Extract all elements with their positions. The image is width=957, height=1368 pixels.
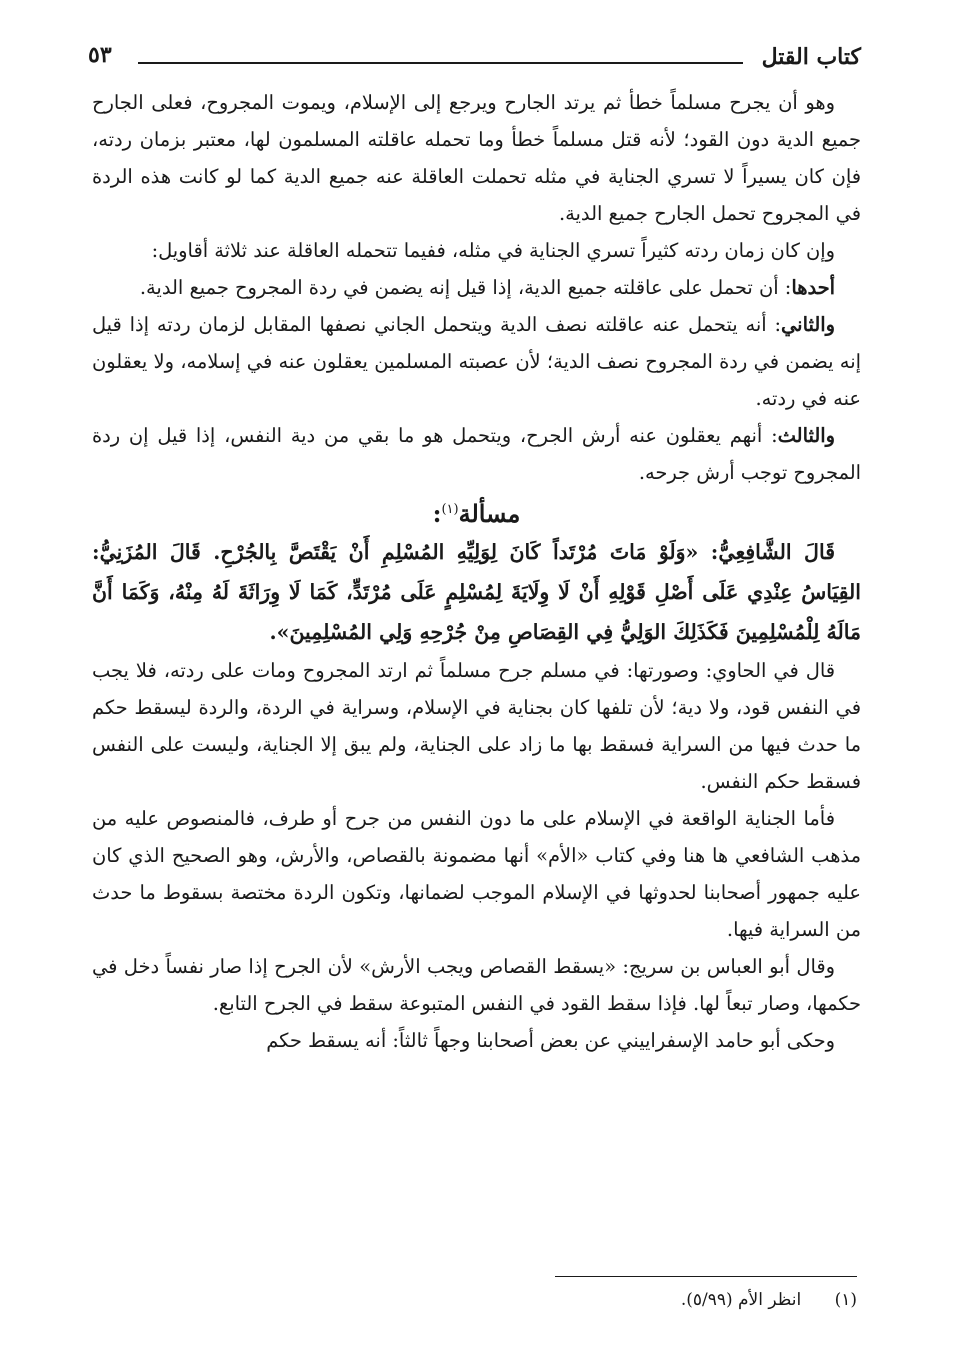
page-number: ٥٣ bbox=[88, 42, 112, 68]
page-header bbox=[88, 40, 861, 80]
footnote-text: انظر الأم (٥/٩٩). bbox=[680, 1290, 802, 1310]
chapter-title: كتاب القتل bbox=[761, 44, 861, 70]
footnote-rule bbox=[555, 1276, 857, 1277]
paragraph-lead: والثاني bbox=[781, 313, 835, 336]
footnote bbox=[681, 1290, 857, 1310]
paragraph: وهو أن يجرح مسلماً خطأ ثم يرتد الجارح ويرجع إلى الإسلام، ويموت المجروح، فعلى الجارح جميع الدية دون القود؛ لأنه قتل مسلماً خطأ وما تحمله عاقلته المسلمون لها، معتبر بزمان ردته، فإن كان يسيراً لا تسري الجناية في مثله تحملت العاقلة عنه جميع الدية كما لو كانت هذه الردة في المجروح تحمل الجارح جميع الدية. bbox=[92, 91, 861, 225]
paragraph: وإن كان زمان ردته كثيراً تسري الجناية في مثله، ففيما تتحمله العاقلة عند ثلاثة أقاويل: bbox=[151, 239, 835, 262]
footnote-ref: (١) bbox=[441, 502, 459, 517]
paragraph: قال في الحاوي: وصورتها: في مسلم جرح مسلماً ثم ارتد المجروح ومات على ردته، فلا يجب في النفس قود، ولا دية؛ لأن تلفها كان بجناية في الإسلام، وسراية في الردة، والردة ليسقط حكم ما حدث فيها من السراية فسقط بها ما زاد على الجناية، ولم يبق إلا الجناية، وليست على النفس فسقط حكم النفس. bbox=[92, 659, 861, 793]
main-text bbox=[92, 84, 861, 1059]
paragraph: وحكى أبو حامد الإسفراييني عن بعض أصحابنا وجهاً ثالثاً: أنه يسقط حكم bbox=[266, 1029, 835, 1052]
quoted-text: قَالَ الشَّافِعِيُّ: «وَلَوْ مَاتَ مُرْتَداً كَانَ لِوَلِيِّهِ المُسْلِمِ أَنْ يَقْتَصَّ بِالجُرْحِ. قَالَ المُزَنِيُّ: القِيَاسُ عِنْدِي عَلَى أَصْلِ قَوْلِهِ أَنْ لَا وِلَايَةَ لِمُسْلِمٍ عَلَى مُرْتَدٍّ، كَمَا لَا وِرَاثَةَ لَهُ مِنْهُ، وَكَمَا أَنَّ مَالَهُ لِلْمُسْلِمِينَ فَكَذَلِكَ الوَلِيُّ فِي القِصَاصِ مِنْ جُرْحِهِ وَلِي المُسْلِمِينَ». bbox=[92, 540, 861, 644]
paragraph-lead: والثالث bbox=[777, 424, 835, 447]
paragraph: والثالث: أنهم يعقلون عنه أرش الجرح، ويتحمل هو ما بقي من دية النفس، إذا قيل إن ردة المجروح توجب أرش جرحه. bbox=[92, 424, 861, 484]
paragraph: والثاني: أنه يتحمل عنه عاقلته نصف الدية ويتحمل الجاني نصفها المقابل لزمان ردته إذا قيل إنه يضمن في ردة المجروح نصف الدية؛ لأن عصبته المسلمين يعقلون عنه في إسلامه، ولا يعقلون عنه في ردته. bbox=[92, 313, 861, 410]
paragraph: أحدها: أن تحمل على عاقلته جميع الدية، إذا قيل إنه يضمن في ردة المجروح جميع الدية. bbox=[139, 276, 835, 299]
paragraph: وقال أبو العباس بن سريج: «يسقط القصاص ويجب الأرش» لأن الجرح إذا صار نفساً دخل في حكمها، وصار تبعاً لها. فإذا سقط القود في النفس المتبوعة سقط في الجرح التابع. bbox=[92, 955, 861, 1015]
footnote-mark: (١) bbox=[834, 1290, 857, 1310]
section-heading: مسألة$^{(١)}$: bbox=[432, 499, 521, 528]
header-rule bbox=[138, 62, 743, 64]
paragraph-lead: أحدها bbox=[791, 276, 835, 299]
paragraph: فأما الجناية الواقعة في الإسلام على ما دون النفس من جرح أو طرف، فالمنصوص عليه من مذهب الشافعي ها هنا وفي كتاب «الأم» أنها مضمونة بالقصاص، والأرش، وهو الصحيح الذي كان عليه جمهور أصحابنا لحدوثها في الإسلام الموجب لضمانها، وتكون الردة مختصة بسقوط ما حدث من السراية فيها. bbox=[92, 807, 861, 941]
